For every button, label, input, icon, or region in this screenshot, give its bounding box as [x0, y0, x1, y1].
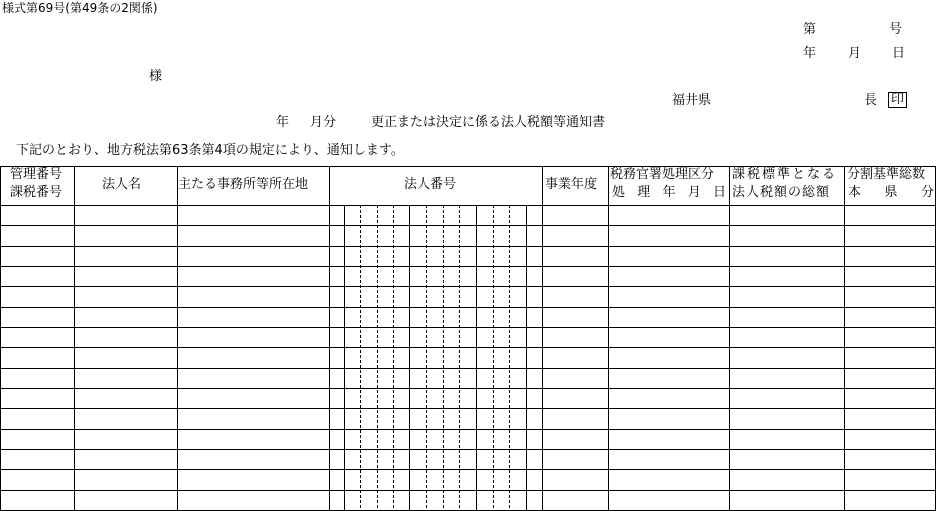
header-processing-date — [612, 184, 726, 202]
header-processing-char: 日 — [712, 185, 726, 200]
title-year-label: 年 — [276, 115, 290, 130]
header-share-char: 本 — [848, 185, 862, 200]
header-tax-base-2: 法人税額の総額 — [732, 185, 831, 200]
seal-mark: 印 — [888, 92, 907, 108]
header-prefecture-share — [848, 184, 934, 202]
header-corporation-name: 法人名 — [102, 177, 142, 192]
document-title: 更正または決定に係る法人税額等通知書 — [371, 115, 606, 130]
header-share-char: 県 — [884, 185, 898, 200]
addressee-honorific: 様 — [149, 69, 163, 84]
form-id: 様式第69号(第49条の2関係) — [2, 1, 158, 15]
date-year-label: 年 — [803, 46, 817, 61]
issuer-name: 福井県 — [672, 93, 712, 108]
date-month-label: 月 — [848, 46, 862, 61]
header-tax-number: 課税番号 — [10, 185, 63, 200]
number-prefix: 第 — [803, 22, 817, 37]
header-corporate-number: 法人番号 — [404, 177, 457, 192]
header-processing-char: 年 — [662, 185, 676, 200]
notification-table — [0, 166, 937, 511]
header-fiscal-year: 事業年度 — [545, 177, 598, 192]
header-division-base: 分割基準総数 — [847, 167, 926, 182]
header-office-address: 主たる事務所等所在地 — [178, 177, 309, 192]
header-management-number: 管理番号 — [10, 167, 63, 182]
header-share-char: 分 — [920, 185, 934, 200]
number-suffix: 号 — [889, 22, 903, 37]
header-tax-office-category: 税務官署処理区分 — [610, 167, 715, 182]
title-month-label: 月分 — [310, 115, 337, 130]
header-tax-base-1: 課税標準となる — [732, 167, 838, 182]
header-processing-char: 処 — [612, 185, 626, 200]
intro-text: 下記のとおり、地方税法第63条第4項の規定により、通知します。 — [16, 143, 404, 158]
header-processing-char: 理 — [637, 185, 651, 200]
header-processing-char: 月 — [687, 185, 701, 200]
date-day-label: 日 — [892, 46, 906, 61]
issuer-title: 長 — [864, 93, 878, 108]
